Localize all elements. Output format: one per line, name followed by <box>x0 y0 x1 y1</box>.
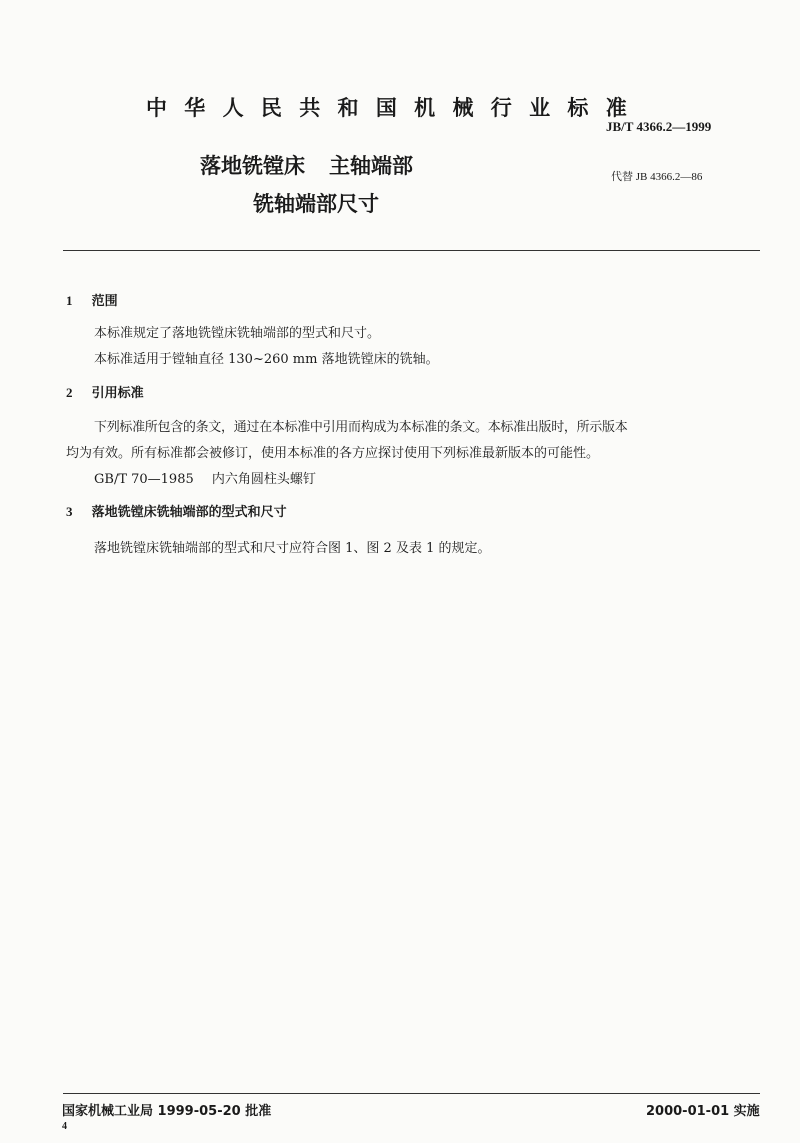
section-title: 落地铣镗床铣轴端部的型式和尺寸 <box>91 505 287 520</box>
section-number: 2 <box>66 385 73 400</box>
title-part-spindle: 主轴端部 <box>329 154 413 178</box>
issuing-body-heading: 中 华 人 民 共 和 国 机 械 行 业 标 准 <box>146 96 632 120</box>
document-title-line-1 <box>200 150 413 180</box>
implementation-date: 2000-01-01 实施 <box>646 1104 760 1119</box>
section-number: 3 <box>66 504 73 519</box>
section-2-paragraph-line-2: 均为有效。所有标准都会被修订，使用本标准的各方应探讨使用下列标准最新版本的可能性。 <box>66 446 600 461</box>
section-1-paragraph-2: 本标准适用于镗轴直径 130~260 mm 落地铣镗床的铣轴。 <box>94 352 439 367</box>
section-1-heading <box>66 290 118 309</box>
section-3-paragraph-1: 落地铣镗床铣轴端部的型式和尺寸应符合图 1、图 2 及表 1 的规定。 <box>94 541 491 556</box>
referenced-standard <box>94 468 316 487</box>
section-2-paragraph-line-1: 下列标准所包含的条文，通过在本标准中引用而构成为本标准的条文。本标准出版时，所示版本 <box>94 420 628 435</box>
reference-code: GB/T 70—1985 <box>94 472 194 487</box>
replaces-standard: 代替 JB 4366.2—86 <box>611 171 703 183</box>
section-title: 引用标准 <box>91 386 144 401</box>
section-3-heading <box>66 501 287 520</box>
title-part-machine: 落地铣镗床 <box>200 154 305 178</box>
footer-divider <box>63 1093 760 1094</box>
page-number: 4 <box>62 1121 67 1132</box>
section-1-paragraph-1: 本标准规定了落地铣镗床铣轴端部的型式和尺寸。 <box>94 326 381 341</box>
section-2-heading <box>66 382 144 401</box>
document-title-line-2: 铣轴端部尺寸 <box>253 192 379 216</box>
section-number: 1 <box>66 293 73 308</box>
section-title: 范围 <box>91 294 118 309</box>
approval-info: 国家机械工业局 1999-05-20 批准 <box>62 1104 272 1119</box>
reference-title: 内六角圆柱头螺钉 <box>211 472 316 487</box>
standard-number: JB/T 4366.2—1999 <box>606 119 712 134</box>
header-divider <box>63 250 760 251</box>
